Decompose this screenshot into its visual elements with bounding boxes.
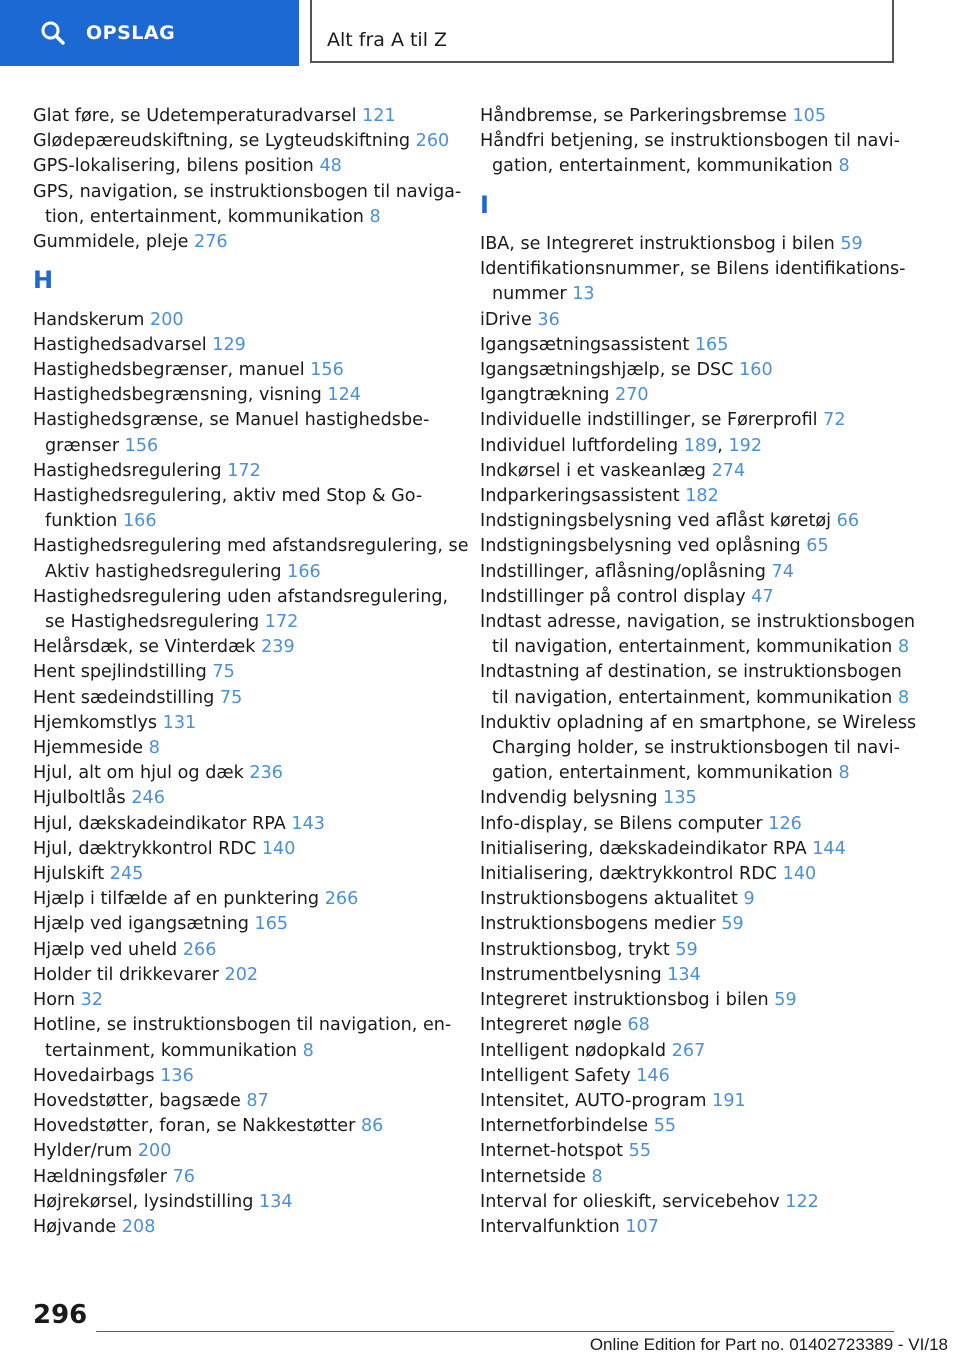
page-reference-link[interactable]: 202 [224, 964, 259, 985]
index-entry-text: Initialisering, dæktrykkontrol RDC [480, 864, 783, 885]
index-entry-text: Indstigningsbelysning ved aflåst køretøj [480, 511, 837, 532]
page-reference-link[interactable]: 59 [840, 234, 863, 254]
index-entry-text: Indstigningsbelysning ved oplåsning [480, 536, 807, 557]
index-entry [480, 1139, 900, 1164]
index-entry-text: Hjælp i tilfælde af en punktering [33, 889, 325, 910]
page-reference-link[interactable]: 208 [121, 1216, 156, 1237]
index-entry-text: Hjælp ved uheld [33, 939, 183, 960]
page-reference-link[interactable]: 68 [627, 1015, 650, 1036]
page-reference-link[interactable]: 72 [823, 410, 846, 431]
index-entry [33, 862, 453, 887]
page-reference-link[interactable]: 266 [182, 939, 217, 960]
index-entry-text: Intensitet, AUTO-program [480, 1090, 713, 1111]
page-reference-link[interactable]: 124 [327, 385, 361, 406]
index-entry-text: Hjul, dækskadeindikator RPA [33, 813, 292, 834]
page-reference-link[interactable]: 143 [291, 813, 325, 834]
index-entry-text: Hovedstøtter, foran, se Nakkestøtter [33, 1116, 361, 1137]
index-entry [480, 358, 900, 383]
index-entry-text: Håndfri betjening, se instruktionsbogen til navi- [480, 131, 901, 152]
index-entry-text: Indvendig belysning [480, 788, 664, 809]
index-entry-text: Individuel luftfordeling [480, 435, 684, 456]
index-entry-text: Hylder/rum [33, 1141, 138, 1162]
page-reference-link[interactable]: 165 [254, 914, 289, 935]
index-entry [33, 154, 453, 179]
page-reference-link[interactable]: 8 [148, 738, 160, 759]
index-entry [480, 560, 900, 585]
page-reference-link[interactable]: 274 [711, 460, 746, 481]
page-reference-link[interactable]: 8 [302, 1040, 314, 1061]
index-entry-text: Hjemmeside [33, 738, 149, 759]
page-reference-link[interactable]: 136 [160, 1065, 194, 1086]
index-entry [480, 938, 900, 963]
page-reference-link[interactable]: 48 [319, 156, 342, 177]
index-entry [33, 534, 469, 584]
index-entry [33, 1215, 453, 1240]
page-reference-link[interactable]: 260 [415, 131, 450, 152]
index-entry-text: Internetside [480, 1166, 592, 1187]
index-entry [480, 1013, 900, 1038]
page-reference-link[interactable]: 165 [694, 334, 729, 355]
page-reference-link[interactable]: 166 [287, 561, 321, 582]
index-entry-text: Hastighedsregulering [33, 460, 228, 481]
index-entry [33, 1114, 453, 1139]
index-entry-text: Hastighedsregulering med afstandsregulering, se [33, 536, 469, 557]
index-entry [33, 887, 453, 912]
index-entry [33, 963, 453, 988]
index-entry-text: Instruktionsbogens medier [480, 914, 722, 935]
page-reference-link[interactable]: 200 [150, 309, 184, 330]
index-entry [33, 585, 453, 635]
page-reference-link[interactable]: 200 [137, 1141, 172, 1162]
index-entry-text: Hjul, alt om hjul og dæk [33, 763, 250, 784]
index-entry-text: Indtastning af destination, se instruktionsbogen [480, 662, 902, 683]
index-entry-text: Hældningsføler [33, 1166, 173, 1187]
index-entry [33, 711, 453, 736]
index-entry-text: Helårsdæk, se Vinterdæk [33, 637, 262, 658]
index-entry-text: nummer [492, 284, 573, 305]
index-entry [480, 408, 900, 433]
index-entry-text: Intelligent nødopkald [480, 1040, 672, 1061]
page-reference-link[interactable]: 76 [172, 1166, 195, 1187]
index-letter-heading: I [480, 190, 489, 219]
page-reference-link[interactable]: 8 [369, 206, 381, 227]
index-entry-text: Instruktionsbog, trykt [480, 939, 676, 960]
page-reference-link[interactable]: 144 [812, 838, 846, 859]
page-reference-link[interactable]: 189 [683, 435, 718, 456]
index-entry-text: Hotline, se instruktionsbogen til navigation, en- [33, 1015, 452, 1036]
page-reference-link[interactable]: 245 [109, 864, 144, 885]
index-entry [480, 257, 906, 307]
search-tab-label: OPSLAG [86, 22, 176, 44]
index-entry [33, 308, 453, 333]
index-entry [33, 938, 453, 963]
index-entry-text: Hjælp ved igangsætning [33, 914, 255, 935]
index-entry [480, 887, 900, 912]
page-reference-link[interactable]: 134 [259, 1191, 293, 1212]
page-reference-link[interactable]: 75 [219, 687, 243, 708]
index-entry-text: Integreret nøgle [480, 1015, 628, 1036]
index-entry-text: Hastighedsbegrænsning, visning [33, 385, 328, 406]
index-entry [33, 180, 462, 230]
page-reference-link[interactable]: 236 [249, 763, 284, 784]
index-entry [480, 812, 900, 837]
page-reference-link[interactable]: 8 [897, 637, 910, 658]
index-entry-text: Holder til drikkevarer [33, 964, 225, 985]
index-entry-text: Aktiv hastighedsregulering [45, 561, 288, 582]
index-entry [480, 333, 900, 358]
index-entry [480, 129, 900, 179]
index-entry [480, 104, 900, 129]
index-entry [33, 230, 453, 255]
index-entry [33, 1139, 453, 1164]
index-entry [480, 610, 916, 660]
index-entry [480, 1165, 900, 1190]
index-entry-text: Internet-hotspot [480, 1141, 629, 1162]
index-entry [33, 1013, 453, 1063]
index-entry-text: Hjemkomstlys [33, 712, 163, 733]
index-letter-heading: H [33, 266, 54, 295]
index-entry [33, 736, 453, 761]
index-entry-text: Hastighedsgrænse, se Manuel hastighedsbe- [33, 410, 430, 431]
page-reference-link[interactable]: 246 [131, 788, 165, 809]
page-reference-link[interactable]: 126 [768, 813, 802, 834]
page-reference-link[interactable]: 270 [615, 385, 649, 406]
index-entry-text: Indstillinger på control display [480, 586, 752, 607]
index-entry-text: til navigation, entertainment, kommunikation [492, 637, 898, 658]
page-reference-link[interactable]: 140 [261, 838, 296, 859]
index-entry [33, 912, 453, 937]
index-entry-text: Igangsætningsassistent [480, 334, 695, 355]
index-entry [33, 786, 453, 811]
search-icon [40, 20, 66, 46]
page-reference-link[interactable]: 146 [636, 1065, 670, 1086]
page-reference-link[interactable]: 276 [194, 232, 228, 253]
index-entry [480, 1039, 900, 1064]
page-reference-link[interactable]: 156 [124, 435, 159, 456]
index-entry [33, 459, 453, 484]
page-reference-link[interactable]: 121 [362, 106, 396, 126]
index-entry [33, 358, 453, 383]
page-reference-link[interactable]: 13 [572, 284, 595, 305]
index-entry-text: Hjul, dæktrykkontrol RDC [33, 838, 262, 859]
index-entry-text: Igangtrækning [480, 385, 616, 406]
page-reference-link[interactable]: 129 [212, 334, 246, 355]
page-reference-link[interactable]: 192 [728, 435, 763, 456]
footer-edition: Online Edition for Part no. 01402723389 - VI/18 [589, 1335, 948, 1354]
page-reference-link[interactable]: 47 [751, 586, 774, 607]
index-entry-text: Hastighedsregulering uden afstandsregulering, [33, 586, 449, 607]
index-entry-text: Indkørsel i et vaskeanlæg [480, 460, 712, 481]
index-entry [480, 837, 900, 862]
index-entry-text: Hjulboltlås [33, 788, 132, 809]
page-reference-link[interactable]: 66 [836, 511, 860, 532]
index-entry-text: Integreret instruktionsbog i bilen [480, 990, 775, 1011]
index-entry [33, 408, 453, 458]
page-reference-link[interactable]: 74 [771, 561, 794, 582]
index-entry [480, 1190, 900, 1215]
index-entry-text: Indtast adresse, navigation, se instruktionsbogen [480, 612, 916, 633]
index-entry-text: Instrumentbelysning [480, 964, 668, 985]
index-entry-text: Individuelle indstillinger, se Førerprofil [480, 410, 824, 431]
page-reference-link[interactable]: 8 [838, 156, 850, 177]
index-entry-text: iDrive [480, 309, 538, 330]
page-reference-link[interactable]: 191 [712, 1090, 746, 1111]
index-entry [480, 963, 900, 988]
index-entry [480, 232, 900, 257]
index-entry [33, 660, 453, 685]
index-entry [33, 333, 453, 358]
index-entry [480, 308, 900, 333]
page-reference-link[interactable]: 140 [782, 864, 817, 885]
page-reference-link[interactable]: 9 [743, 889, 755, 910]
index-entry [480, 534, 900, 559]
index-entry [33, 1089, 453, 1114]
section-title: Alt fra A til Z [327, 29, 448, 51]
page-reference-link[interactable]: 182 [685, 486, 719, 507]
page-reference-link[interactable]: 75 [212, 662, 235, 683]
index-entry-text: tertainment, kommunikation [45, 1040, 303, 1061]
index-entry-text: Indstillinger, aflåsning/oplåsning [480, 561, 772, 582]
page-reference-link[interactable]: 166 [122, 511, 157, 532]
index-entry-text: Identifikationsnummer, se Bilens identifikations- [480, 259, 906, 280]
index-column-right [480, 104, 917, 1240]
index-entry-text: Internetforbindelse [480, 1116, 654, 1137]
index-entry-text: gation, entertainment, kommunikation [492, 156, 839, 177]
page-reference-link[interactable]: 160 [739, 360, 773, 381]
index-entry-text: Gummidele, pleje [33, 232, 195, 253]
index-entry-text: Charging holder, se instruktionsbogen til navi- [492, 738, 900, 759]
index-entry [480, 585, 900, 610]
index-entry-text: Intervalfunktion [480, 1216, 626, 1237]
page-reference-link[interactable]: 172 [264, 612, 299, 633]
index-entry-text: til navigation, entertainment, kommunikation [492, 687, 898, 708]
index-entry: Individuel luftfordeling 189, 192 [480, 435, 763, 456]
index-entry-text: se Hastighedsregulering [45, 612, 265, 633]
index-entry-text: Hent sædeindstilling [33, 687, 220, 708]
page-number: 296 [33, 1300, 88, 1330]
index-entry [480, 1064, 900, 1089]
index-entry-text: GPS-lokalisering, bilens position [33, 156, 320, 177]
index-entry [480, 1114, 900, 1139]
index-entry-text: Hovedstøtter, bagsæde [33, 1090, 247, 1111]
index-entry [33, 129, 453, 154]
page-reference-link[interactable]: 107 [625, 1216, 659, 1237]
index-entry [480, 484, 900, 509]
index-entry [33, 383, 453, 408]
page-reference-link[interactable]: 65 [806, 536, 829, 557]
page-reference-link[interactable]: 239 [261, 637, 295, 658]
index-entry-text: Højrekørsel, lysindstilling [33, 1191, 260, 1212]
index-column-left [33, 104, 469, 1240]
index-entry-text: Interval for olieskift, servicebehov [480, 1191, 786, 1212]
index-entry-text: Hovedairbags [33, 1065, 161, 1086]
index-entry-text: GPS, navigation, se instruktionsbogen til naviga- [33, 181, 462, 202]
index-entry [33, 104, 453, 129]
index-entry-text: tion, entertainment, kommunikation [45, 206, 370, 227]
index-entry-text: Hastighedsbegrænser, manuel [33, 360, 311, 381]
page-reference-link[interactable]: 32 [80, 990, 104, 1011]
index-entry [33, 635, 453, 660]
page-reference-link[interactable]: 105 [792, 106, 827, 126]
index-entry-text: Højvande [33, 1216, 122, 1237]
page-reference-link[interactable]: 134 [667, 964, 701, 985]
page-reference-link[interactable]: 86 [360, 1116, 384, 1137]
page-reference-link[interactable]: 267 [671, 1040, 706, 1061]
page-reference-link[interactable]: 131 [162, 712, 197, 733]
index-entry [480, 786, 900, 811]
index-entry-text: Glødepæreudskiftning, se Lygteudskiftning [33, 131, 416, 152]
index-entry-text: Hjulskift [33, 864, 110, 885]
header [0, 0, 960, 66]
index-entry-text: Horn [33, 990, 81, 1011]
index-entry [33, 988, 453, 1013]
index-entry-text: Igangsætningshjælp, se DSC [480, 360, 740, 381]
index-entry [33, 686, 453, 711]
page-reference-link[interactable]: 36 [537, 309, 560, 330]
index-entry-text: Intelligent Safety [480, 1065, 637, 1086]
index-entry [480, 1215, 900, 1240]
index-entry-text: Hastighedsregulering, aktiv med Stop & Go- [33, 486, 423, 507]
page-reference-link[interactable]: 8 [838, 763, 850, 784]
index-entry [33, 484, 453, 534]
index-entry [33, 837, 453, 862]
index-entry [33, 761, 453, 786]
page-reference-link[interactable]: 55 [628, 1141, 652, 1162]
index-entry [33, 1165, 453, 1190]
page-reference-link[interactable]: 59 [774, 990, 797, 1011]
index-entry-text: IBA, se Integreret instruktionsbog i bilen [480, 234, 841, 254]
index-entry-text: Hent spejlindstilling [33, 662, 213, 683]
index-entry-text: Hastighedsadvarsel [33, 334, 213, 355]
search-tab[interactable] [0, 0, 299, 66]
page-reference-link[interactable]: 59 [675, 939, 698, 960]
page-reference-link[interactable]: 87 [246, 1090, 269, 1111]
index-entry-text: Indparkeringsassistent [480, 486, 686, 507]
section-title-box [310, 0, 894, 63]
page-reference-link[interactable]: 156 [310, 360, 344, 381]
index-entry-text: funktion [45, 511, 123, 532]
index-entry-text: Håndbremse, se Parkeringsbremse [480, 106, 793, 126]
page-reference-link[interactable]: 266 [324, 889, 359, 910]
page-reference-link[interactable]: 8 [897, 687, 910, 708]
index-entry-text: Initialisering, dækskadeindikator RPA [480, 838, 813, 859]
index-entry [480, 1089, 900, 1114]
index-entry-text: Info-display, se Bilens computer [480, 813, 769, 834]
index-entry-text: Induktiv opladning af en smartphone, se Wireless [480, 712, 917, 733]
index-entry [480, 862, 900, 887]
page-reference-link[interactable]: 59 [721, 914, 744, 935]
index-entry-text: grænser [45, 435, 125, 456]
index-entry [480, 509, 900, 534]
index-entry-text: Handskerum [33, 309, 150, 330]
index-entry-text: gation, entertainment, kommunikation [492, 763, 839, 784]
index-entry-text: Glat føre, se Udetemperaturadvarsel [33, 106, 363, 126]
index-entry-text: Instruktionsbogens aktualitet [480, 889, 744, 910]
index-entry [480, 988, 900, 1013]
page-reference-link[interactable]: 122 [785, 1191, 819, 1212]
page-reference-link[interactable]: 55 [653, 1116, 677, 1137]
index-entry [480, 383, 900, 408]
index-entry [480, 912, 900, 937]
index-entry [480, 711, 917, 787]
index-entry [33, 1190, 453, 1215]
footer-rule [96, 1331, 894, 1332]
index-entry [33, 812, 453, 837]
index-entry [480, 459, 900, 484]
page-reference-link[interactable]: 8 [591, 1166, 603, 1187]
page-reference-link[interactable]: 172 [227, 460, 261, 481]
index-entry [33, 1064, 453, 1089]
index-entry [480, 660, 910, 710]
page-reference-link[interactable]: 135 [663, 788, 697, 809]
